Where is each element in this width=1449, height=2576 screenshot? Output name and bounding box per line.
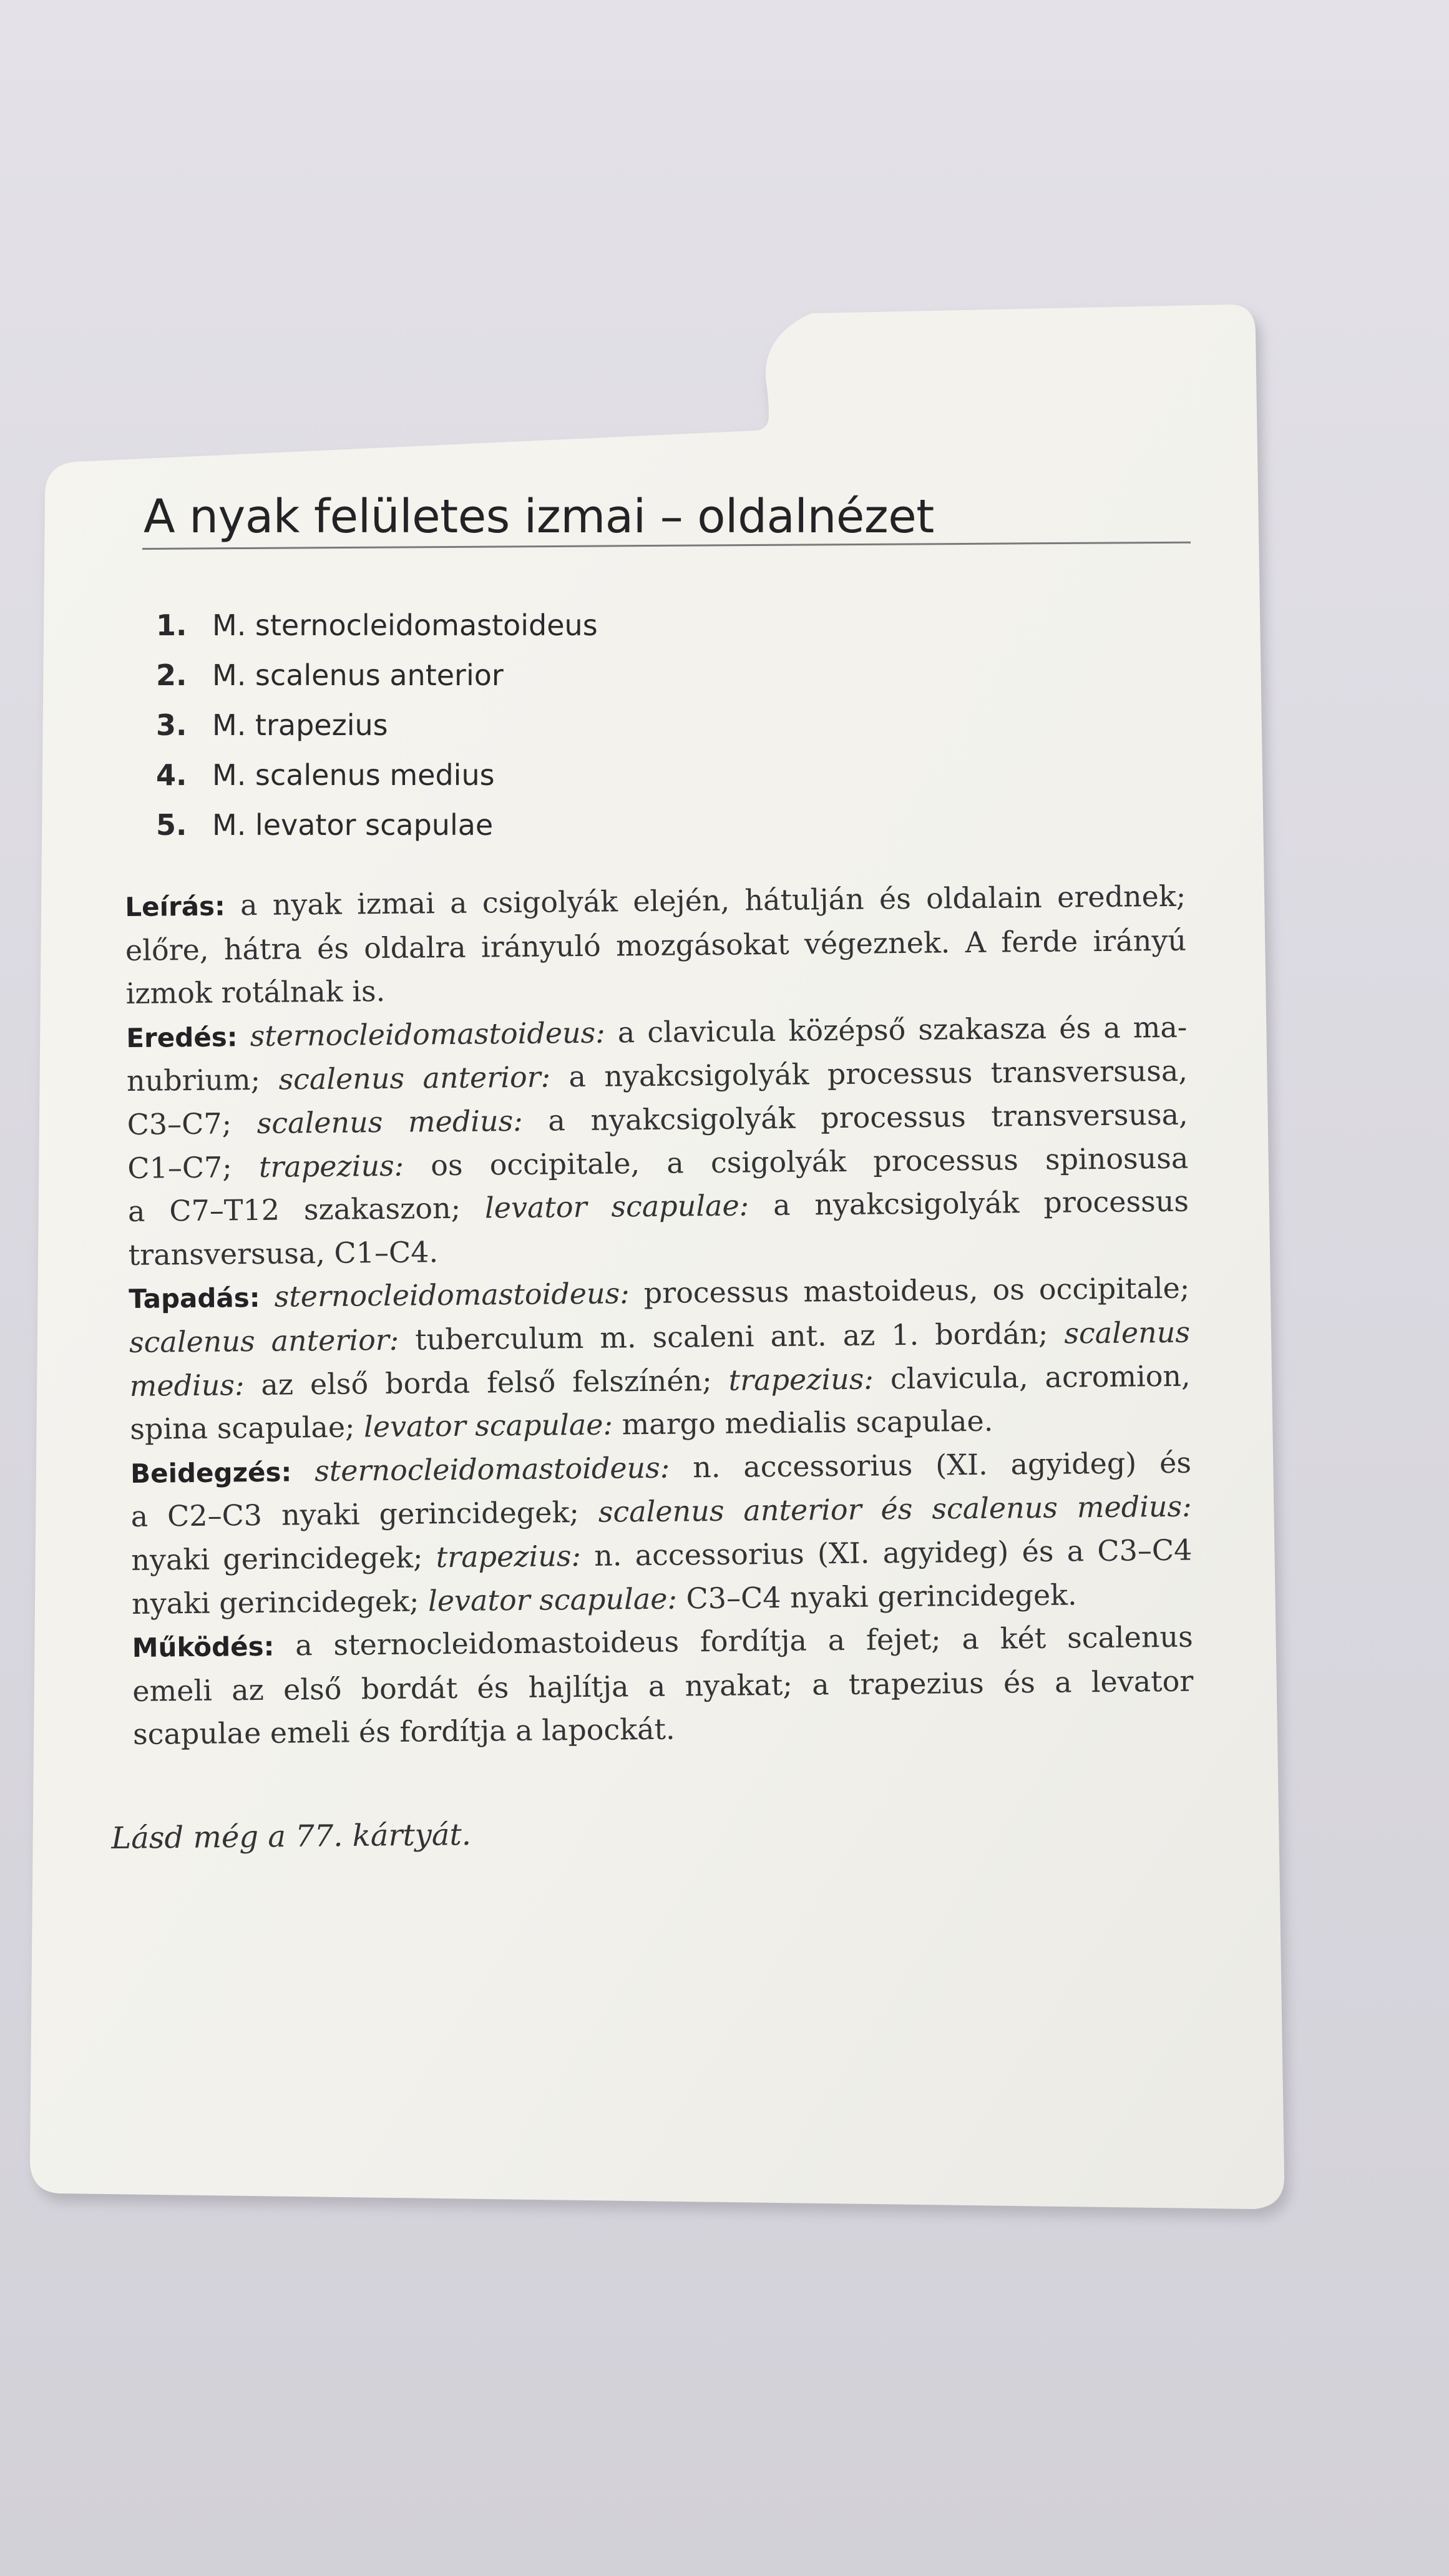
text-line: Beidegzés: sternocleidomastoideus: n. accessorius (XI. agyideg) és bbox=[130, 1445, 1192, 1489]
origin-label: Eredés: bbox=[126, 1022, 238, 1053]
list-label: M. scalenus anterior bbox=[212, 658, 504, 692]
innervation-label: Beidegzés: bbox=[130, 1456, 292, 1489]
list-item bbox=[156, 808, 598, 858]
text-line: Leírás: a nyak izmai a csigolyák elején, hátulján és oldalain erednek; bbox=[125, 879, 1186, 922]
insertion-label: Tapadás: bbox=[129, 1282, 260, 1315]
text-line: nyaki gerincidegek; trapezius: n. accessorius (XI. agyideg) és a C3–C4 bbox=[131, 1533, 1193, 1577]
list-label: M. scalenus medius bbox=[212, 758, 495, 792]
list-number: 3. bbox=[156, 708, 187, 742]
text-line: C3–C7; scalenus medius: a nyakcsigolyák processus transversusa, bbox=[127, 1097, 1188, 1141]
list-label: M. levator scapulae bbox=[212, 808, 494, 842]
muscle-list bbox=[156, 608, 598, 858]
list-label: M. trapezius bbox=[212, 708, 388, 742]
text-line: transversusa, C1–C4. bbox=[128, 1234, 439, 1272]
list-number: 1. bbox=[156, 608, 187, 642]
list-item bbox=[156, 658, 598, 708]
list-number: 5. bbox=[156, 808, 187, 842]
text-line: nubrium; scalenus anterior: a nyakcsigolyák processus transversusa, bbox=[126, 1054, 1188, 1098]
text-line: scalenus anterior: tuberculum m. scaleni ant. az 1. bordán; scalenus bbox=[129, 1315, 1191, 1359]
list-item bbox=[156, 608, 598, 658]
text-line: scapulae emeli és fordítja a lapockát. bbox=[132, 1712, 675, 1752]
text-line: spina scapulae; levator scapulae: margo medialis scapulae. bbox=[130, 1403, 993, 1447]
list-number: 2. bbox=[156, 658, 187, 692]
list-number: 4. bbox=[156, 758, 187, 792]
list-item bbox=[156, 758, 598, 808]
text-line: C1–C7; trapezius: os occipitale, a csigolyák processus spinosusa bbox=[127, 1141, 1189, 1185]
function-label: Működés: bbox=[132, 1631, 275, 1664]
text-line: izmok rotálnak is. bbox=[125, 974, 386, 1011]
card-title: A nyak felületes izmai – oldalnézet bbox=[144, 490, 934, 544]
text-line: a C7–T12 szakaszon; levator scapulae: a nyakcsigolyák processus bbox=[127, 1184, 1189, 1229]
text-line: előre, hátra és oldalra irányuló mozgásokat végeznek. A ferde irányú bbox=[125, 923, 1187, 967]
text-line: Működés: a sternocleidomastoideus fordítja a fejet; a két scalenus bbox=[132, 1619, 1193, 1664]
see-also-note: Lásd még a 77. kártyát. bbox=[111, 1817, 472, 1856]
text-line: emeli az első bordát és hajlítja a nyakat; a trapezius és a levator bbox=[132, 1664, 1194, 1708]
text-line: Eredés: sternocleidomastoideus: a clavicula középső szakasza és a ma- bbox=[126, 1010, 1188, 1053]
description-label: Leírás: bbox=[125, 890, 226, 922]
list-item bbox=[156, 708, 598, 758]
text-line: Tapadás: sternocleidomastoideus: processus mastoideus, os occipitale; bbox=[129, 1271, 1190, 1315]
list-label: M. sternocleidomastoideus bbox=[212, 608, 598, 642]
card-body-text bbox=[125, 875, 1194, 1757]
text-line: a C2–C3 nyaki gerincidegek; scalenus anterior és scalenus medius: bbox=[130, 1489, 1192, 1534]
text-line: medius: az első borda felső felszínén; trapezius: clavicula, acromion, bbox=[129, 1359, 1191, 1403]
text-line: nyaki gerincidegek; levator scapulae: C3–C4 nyaki gerincidegek. bbox=[131, 1577, 1077, 1621]
